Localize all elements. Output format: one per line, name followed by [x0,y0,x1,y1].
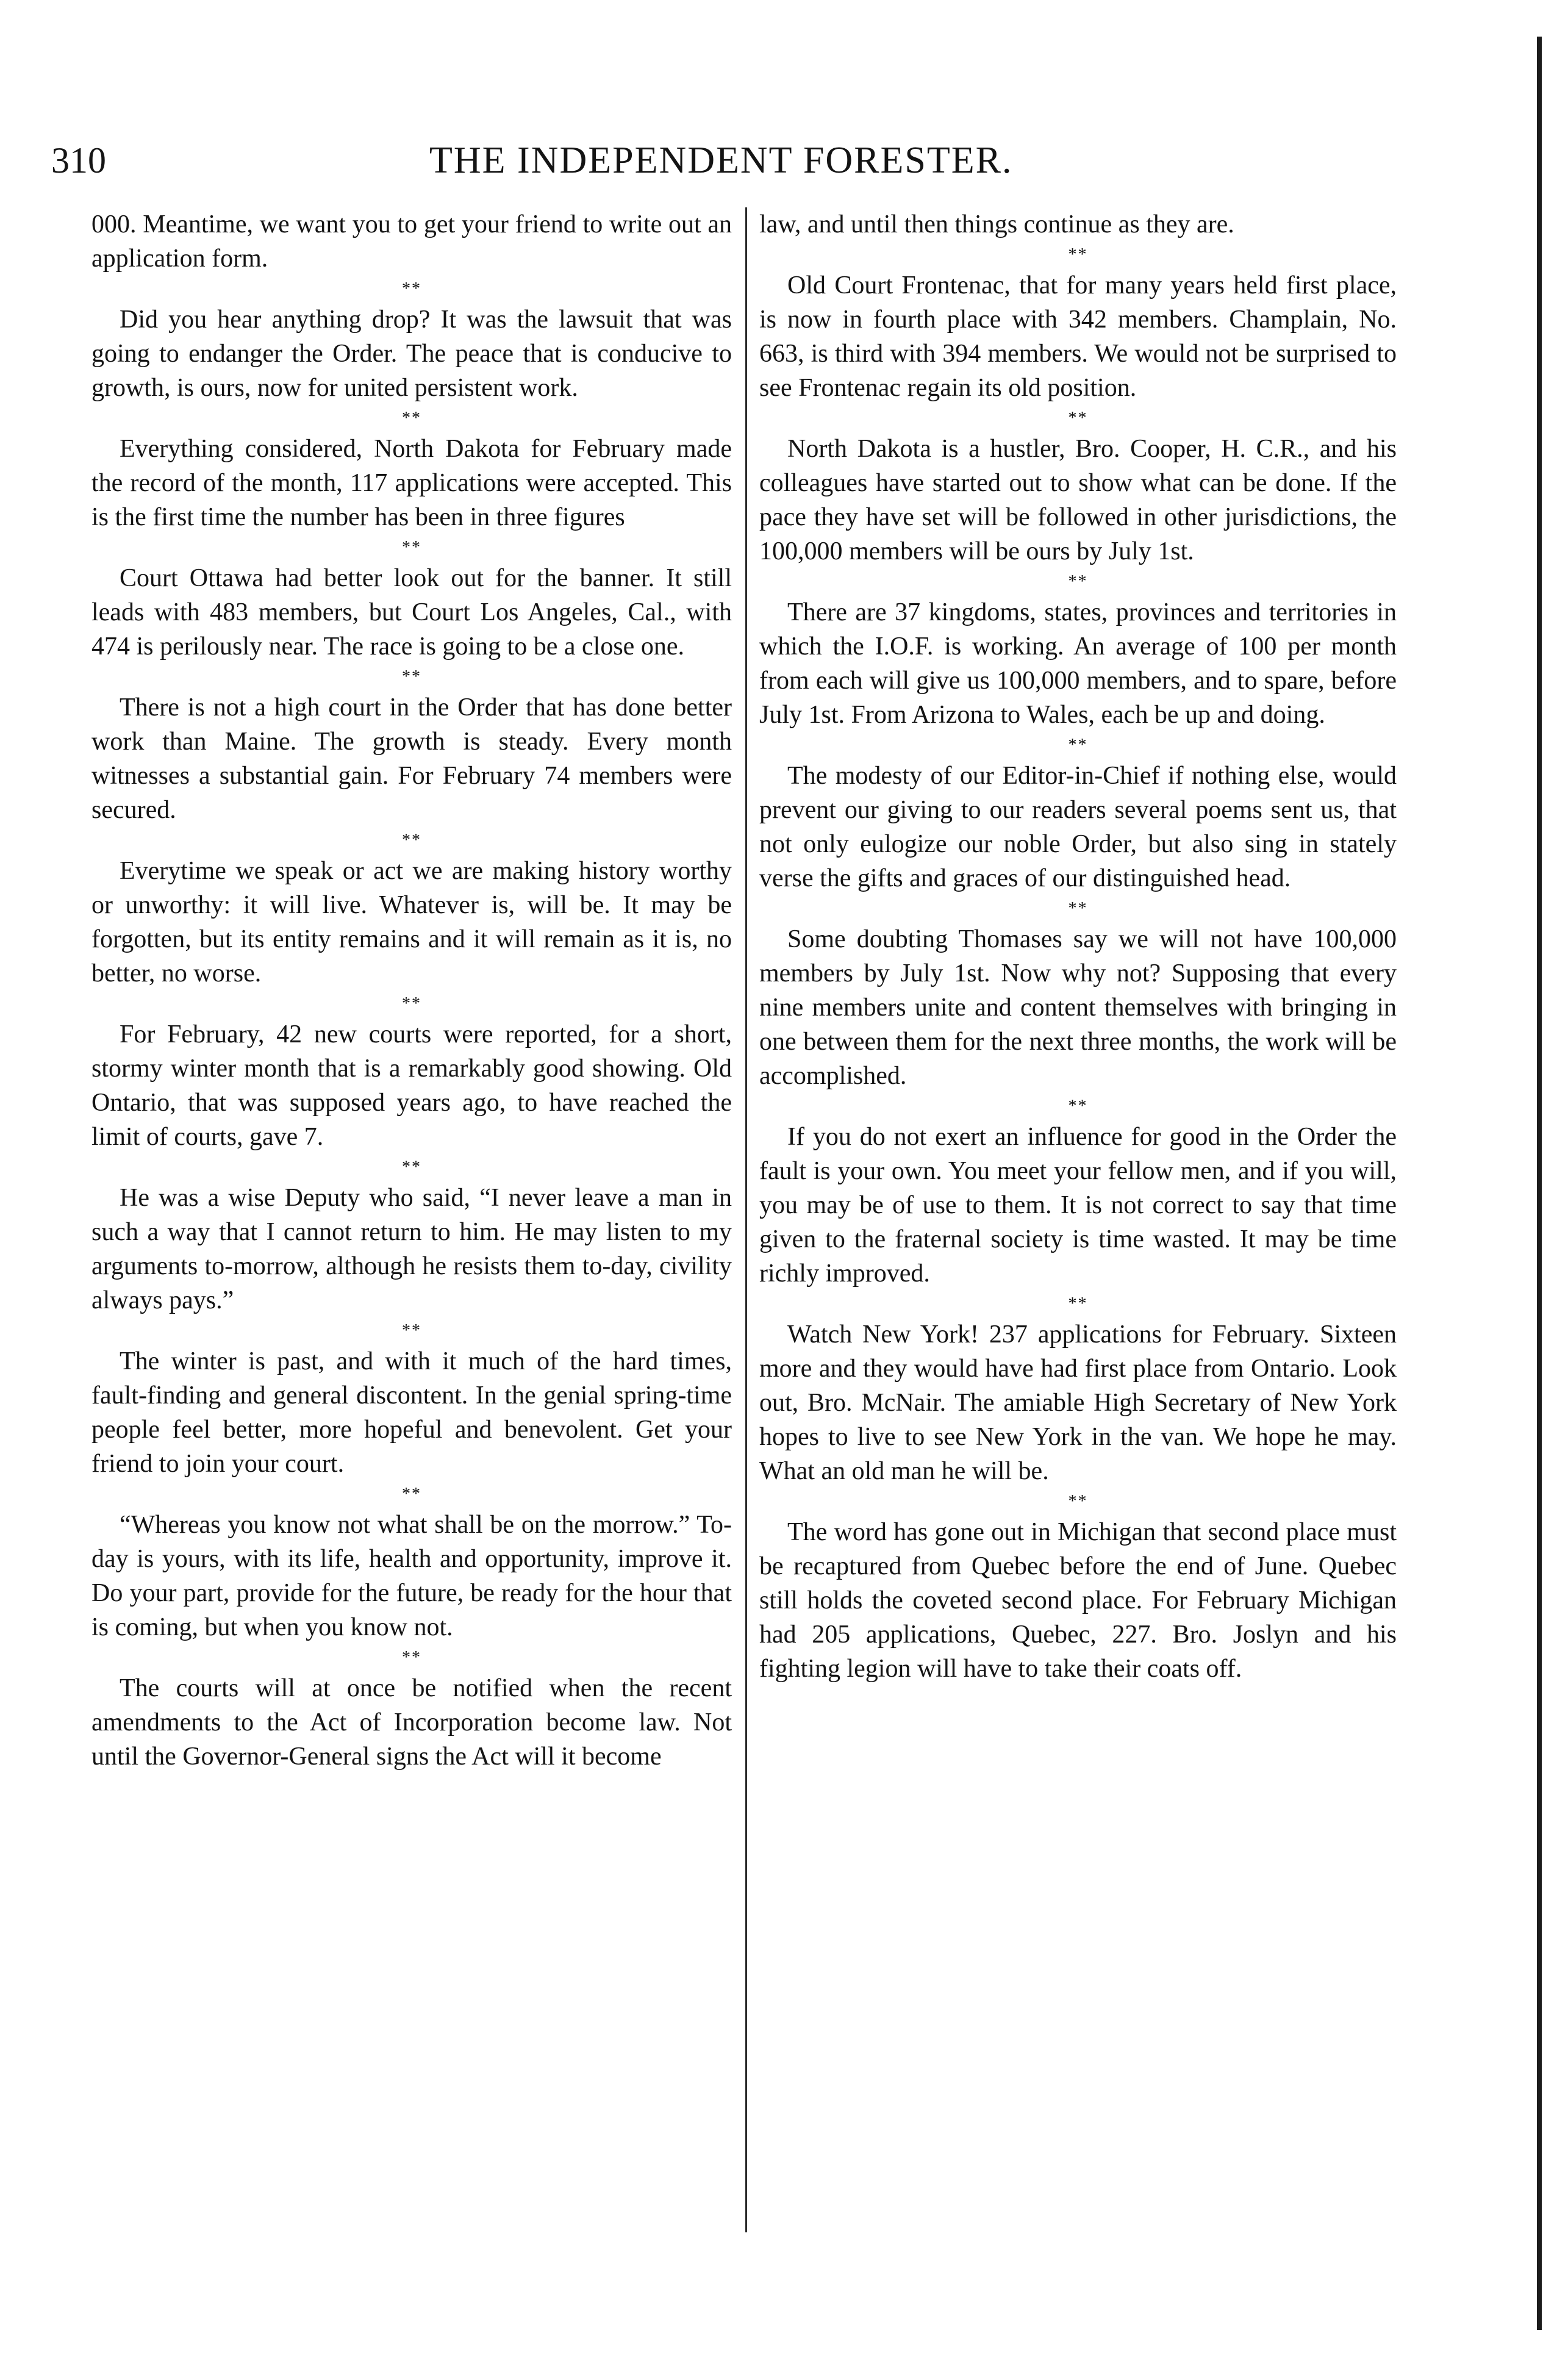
section-separator: ** [1068,899,1088,918]
paragraph: Did you hear anything drop? It was the lawsuit that was going to endanger the Order. The peace that is conducive to growth, is ours, now for united persistent work. [91,306,732,402]
scan-edge [1537,37,1542,2330]
paragraph: law, and until then things continue as they are. [759,210,1234,238]
paragraph: For February, 42 new courts were reported, for a short, stormy winter month that is a remarkably good showing. Old Ontario, that was supposed years ago, to have reached the limit of courts, gave 7. [91,1020,732,1151]
section-separator: ** [402,279,421,298]
paragraph: Court Ottawa had better look out for the banner. It still leads with 483 members, but Court Los Angeles, Cal., with 474 is perilously near. The race is going to be a close one. [91,564,732,661]
paragraph: Some doubting Thomases say we will not have 100,000 members by July 1st. Now why not? Supposing that every nine members unite and content themselves with bringing in one between them for the next three months, the work will be accomplished. [759,925,1397,1090]
section-separator: ** [402,667,421,686]
section-separator: ** [1068,1097,1088,1116]
section-separator: ** [1068,245,1088,264]
section-separator: ** [1068,1492,1088,1511]
paragraph: If you do not exert an influence for good in the Order the fault is your own. You meet your fellow men, and if you will, you may be of use to them. It is not correct to say that time given to the fraternal society is time wasted. It may be time richly improved. [759,1123,1397,1288]
section-separator: ** [402,1321,421,1340]
page-header [51,133,1381,188]
paragraph: There is not a high court in the Order that has done better work than Maine. The growth is steady. Every month witnesses a substantial gain. For February 74 members were secured. [91,693,732,824]
paragraph: The winter is past, and with it much of the hard times, fault-finding and general discontent. In the genial spring-time people feel better, more hopeful and benevolent. Get your friend to join your court. [91,1347,732,1478]
running-head: THE INDEPENDENT FORESTER. [429,140,1013,181]
section-separator: ** [402,1485,421,1503]
paragraph: The modesty of our Editor-in-Chief if nothing else, would prevent our giving to our readers several poems sent us, that not only eulogize our noble Order, but also sing in stately verse the gifts and graces of our distinguished head. [759,762,1397,892]
section-separator: ** [402,831,421,850]
paragraph: Old Court Frontenac, that for many years held first place, is now in fourth place with 342 members. Champlain, No. 663, is third with 394 members. We would not be surprised to see Frontenac regain its old position. [759,271,1397,402]
paragraph: The courts will at once be notified when the recent amendments to the Act of Incorporation become law. Not until the Governor-General signs the Act will it become [91,1674,732,1771]
paragraph: North Dakota is a hustler, Bro. Cooper, H. C.R., and his colleagues have started out to show what can be done. If the pace they have set will be followed in other jurisdictions, the 100,000 members will be ours by July 1st. [759,435,1397,565]
paragraph: There are 37 kingdoms, states, provinces and territories in which the I.O.F. is working. An average of 100 per month from each will give us 100,000 members, and to spare, before July 1st. From Arizona to Wales, each be up and doing. [759,598,1397,729]
section-separator: ** [1068,1294,1088,1313]
section-separator: ** [1068,572,1088,591]
left-column [91,207,732,2238]
paragraph: Everything considered, North Dakota for February made the record of the month, 117 applications were accepted. This is the first time the number has been in three figures [91,435,732,531]
paragraph: He was a wise Deputy who said, “I never leave a man in such a way that I cannot return to him. He may listen to my arguments to-morrow, although he resists them to-day, civility always pays.” [91,1184,732,1314]
section-separator: ** [402,409,421,428]
section-separator: ** [402,1648,421,1667]
paragraph: Everytime we speak or act we are making history worthy or unworthy: it will live. Whatever is, will be. It may be forgotten, but its entity remains and it will remain as it is, no better, no worse. [91,857,732,987]
paragraph: 000. Meantime, we want you to get your friend to write out an application form. [91,210,732,273]
section-separator: ** [1068,409,1088,428]
section-separator: ** [1068,736,1088,754]
section-separator: ** [402,1158,421,1177]
paragraph: The word has gone out in Michigan that second place must be recaptured from Quebec before the end of June. Quebec still holds the coveted second place. For February Michigan had 205 applications, Quebec, 227. Bro. Joslyn and his fighting legion will have to take their coats off. [759,1518,1397,1683]
section-separator: ** [402,994,421,1013]
paragraph: Watch New York! 237 applications for February. Sixteen more and they would have had first place from Ontario. Look out, Bro. McNair. The amiable High Secretary of New York hopes to live to see New York in the van. We hope he may. What an old man he will be. [759,1321,1397,1485]
section-separator: ** [402,538,421,557]
column-rule [745,207,747,2232]
page-number: 310 [51,140,106,181]
right-column [759,207,1397,2238]
paragraph: “Whereas you know not what shall be on the morrow.” To-day is yours, with its life, health and opportunity, improve it. Do your part, provide for the future, be ready for the hour that is coming, but when you know not. [91,1511,732,1641]
